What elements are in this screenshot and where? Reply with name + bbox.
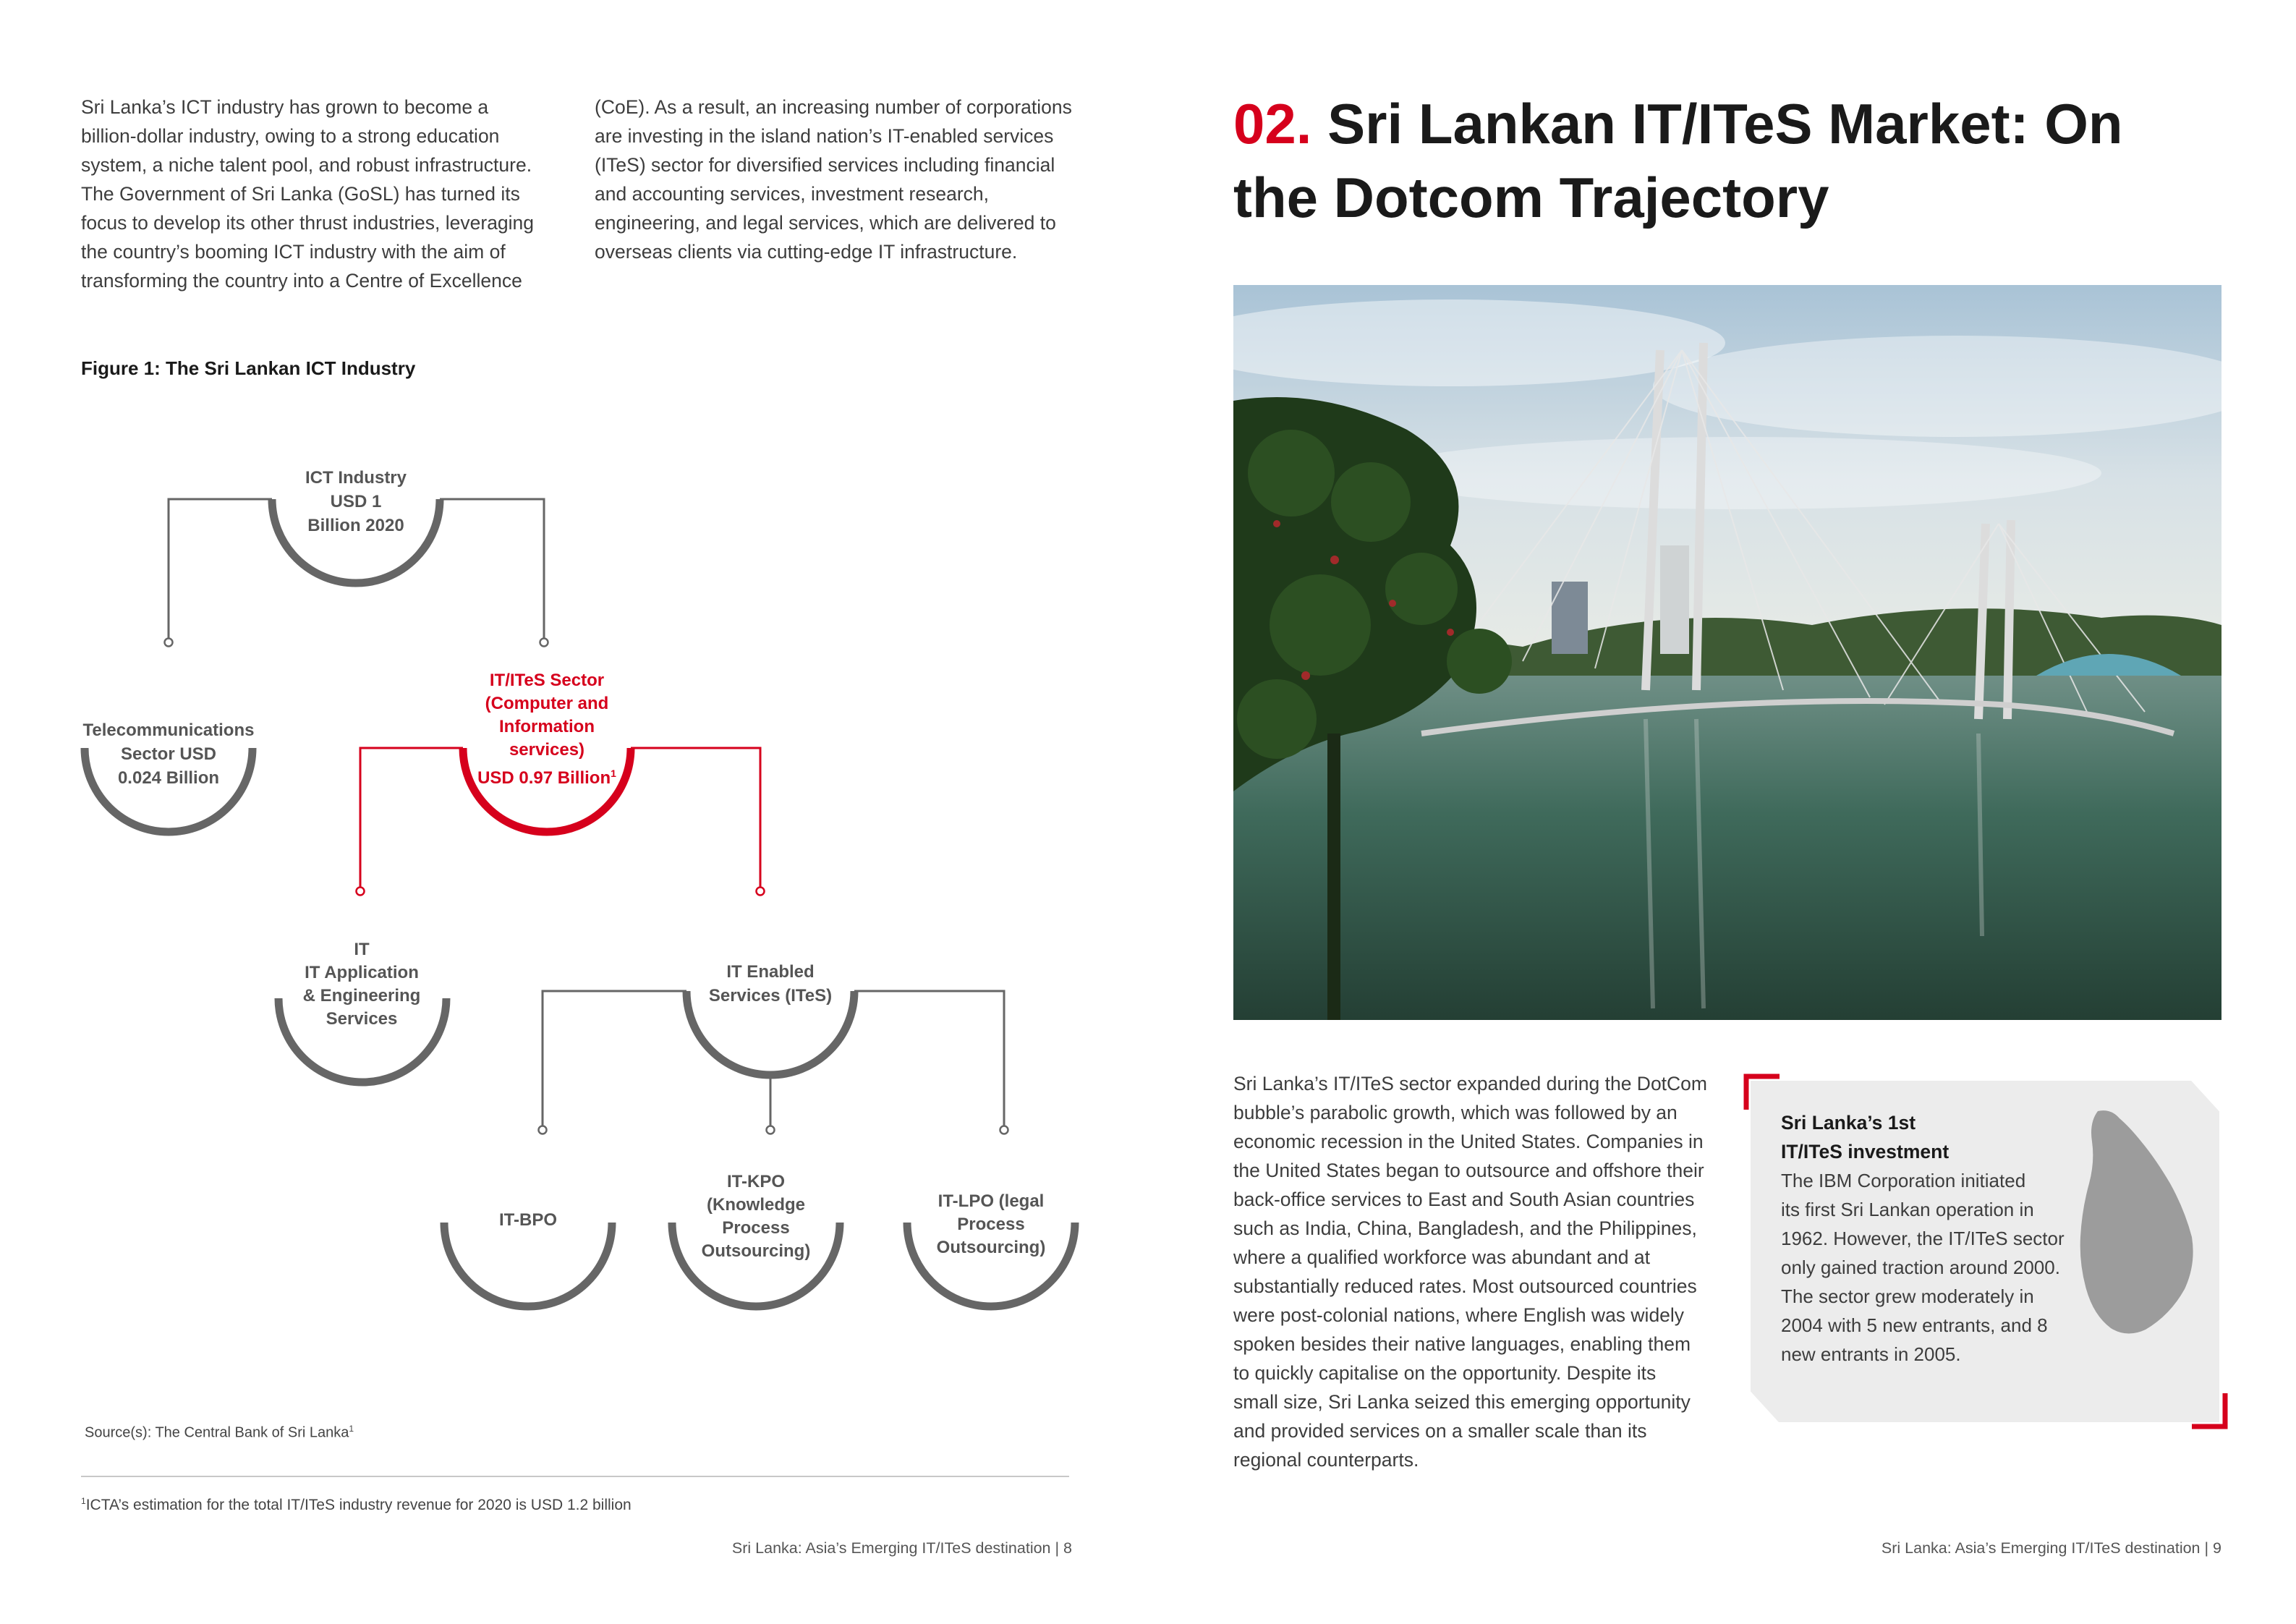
it-kpo-node-label: IT-KPO (Knowledge Process Outsourcing) [701, 1172, 811, 1261]
section-title-line-2: the Dotcom Trajectory [1233, 166, 1829, 229]
ites-sector-node-label: IT/ITeS Sector (Computer and Information services) USD 0.97 Billion$^1$ [477, 671, 616, 788]
body-text: Sri Lanka’s IT/ITeS sector expanded during the DotCom bubble’s parabolic growth, which was followed by an economic recession in the United States. Companies in the United States began to outsource and offshore their back-office services to East and South Asian countries such as India, China, Bangladesh, and the Philippines, where a qualified workforce was abundant and at substantially reduced rates. Most outsourced countries were post-colonial nations, where English was widely spoken besides their native languages, enabling them to quickly capitalise on the opportunity. Despite its small size, Sri Lanka seized this emerging opportunity and provided services on a smaller scale than its regional counterparts. [1233, 1073, 1707, 1471]
it-enabled-connectors [539, 991, 1008, 1134]
section-title [1233, 87, 2246, 234]
telecom-node-label: Telecommunications Sector USD 0.024 Billion [82, 720, 255, 788]
sri-lanka-map-icon [2076, 1108, 2206, 1340]
intro-column-1: Sri Lanka’s ICT industry has grown to become a billion-dollar industry, owing to a strong education system, a niche talent pool, and robust infrastructure. The Government of Sri Lanka (GoSL) has turned its focus to develop its other thrust industries, leveraging the country’s booming ICT industry with the aim of transforming the country into a Centre of Excellence [81, 96, 535, 292]
figure-caption: Figure 1: The Sri Lankan ICT Industry [81, 357, 416, 379]
footnote: $^1$ICTA’s estimation for the total IT/ITeS industry revenue for 2020 is USD 1.2 billion [81, 1496, 632, 1513]
it-enabled-node-label: IT Enabled Services (ITeS) [708, 962, 833, 1006]
it-bpo-node-label: IT-BPO [498, 1210, 558, 1230]
footnote-divider [81, 1476, 1069, 1477]
it-app-node-label: IT IT Application & Engineering Services [302, 940, 421, 1029]
source-note: Source(s): The Central Bank of Sri Lanka$^1$ [85, 1424, 354, 1441]
source-superscript: 1 [349, 1424, 354, 1434]
callout-body: The IBM Corporation initiated its first Sri Lankan operation in 1962. However, the IT/ITeS sector only gained traction around 2000. The sector grew moderately in 2004 with 5 new entrants, and 8 new entrants in 2005. [1781, 1170, 2065, 1365]
section-title-line-1: Sri Lankan IT/ITeS Market: On [1327, 92, 2123, 156]
it-lpo-node-label: IT-LPO (legal Process Outsourcing) [936, 1191, 1046, 1257]
ict-node-label: ICT Industry USD 1 Billion 2020 [305, 468, 407, 535]
left-page-footer: Sri Lanka: Asia’s Emerging IT/ITeS destination | 8 [731, 1539, 1072, 1557]
ites-sector-superscript: 1 [611, 768, 616, 779]
it-bpo-node-arc [444, 1223, 612, 1306]
callout-title: Sri Lanka’s 1st IT/ITeS investment [1781, 1112, 1950, 1162]
bridge-photo [1233, 285, 2221, 1020]
footnote-superscript: 1 [81, 1496, 86, 1506]
right-page-footer: Sri Lanka: Asia’s Emerging IT/ITeS destination | 9 [1881, 1539, 2221, 1557]
intro-column-2: (CoE). As a result, an increasing number of corporations are investing in the island nation’s IT-enabled services (ITeS) sector for diversified services including financial and accounting services, investment research, engineering, and legal services, which are delivered to overseas clients via cutting-edge IT infrastructure. [595, 96, 1072, 263]
section-number: 02. [1233, 92, 1312, 156]
